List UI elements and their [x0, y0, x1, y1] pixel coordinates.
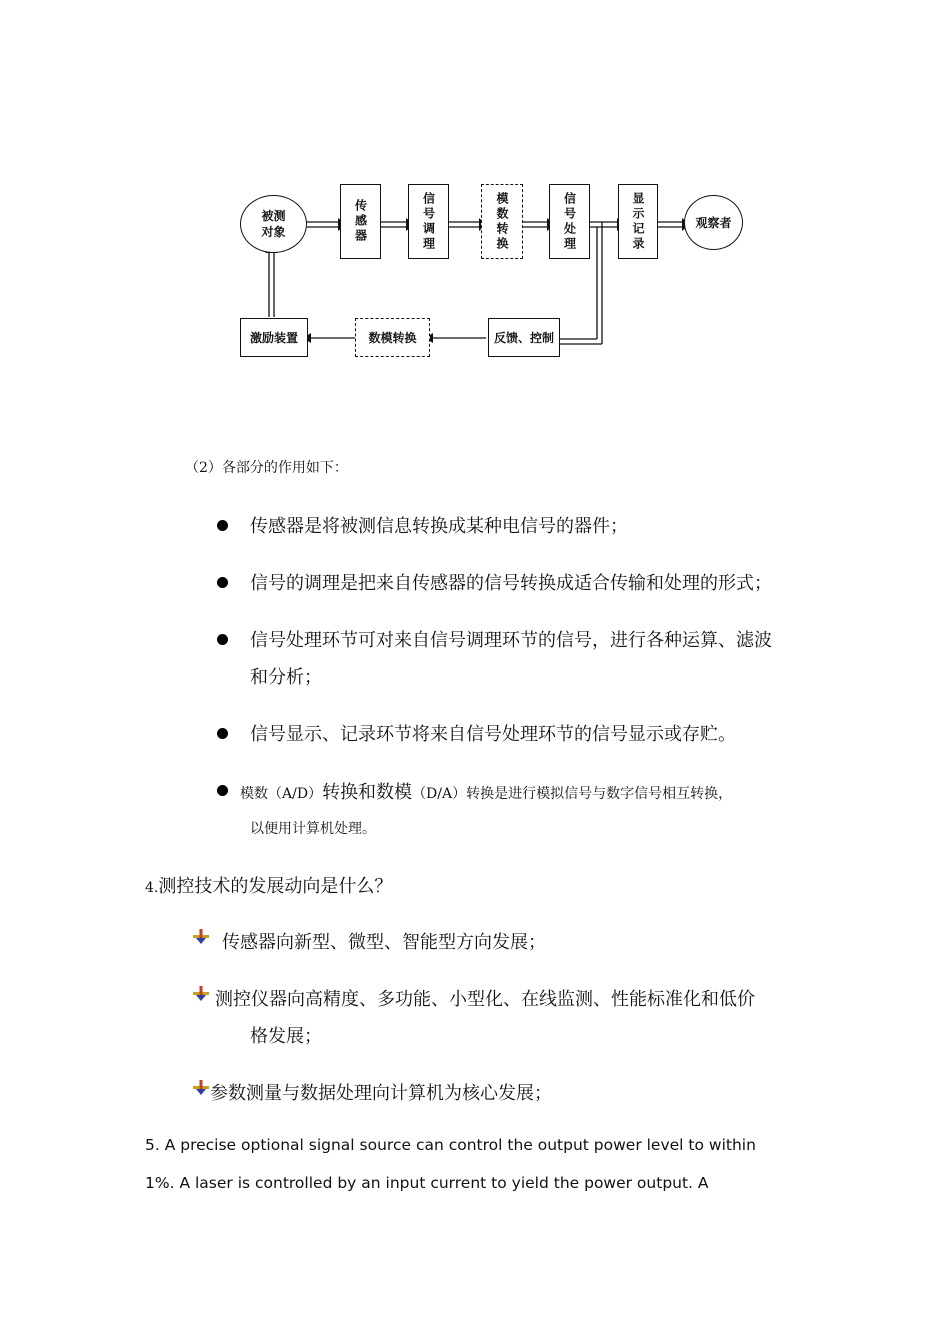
question-4-text: 测控技术的发展动向是什么？ — [158, 876, 393, 897]
arrow-bullet-icon — [193, 929, 209, 945]
display-record-label: 显示记录 — [631, 191, 645, 252]
measurement-system-block-diagram — [230, 178, 750, 368]
measured-object-label: 被测对象 — [261, 209, 286, 239]
bullet-text-conversion-cont: 以便用计算机处理。 — [250, 821, 376, 837]
question-4-number: 4. — [145, 880, 159, 896]
feedback-control-block — [488, 318, 560, 357]
bullet-dot — [217, 785, 228, 796]
trend-item-instruments-cont: 格发展； — [250, 1026, 322, 1047]
arrow-bullet-icon — [193, 986, 209, 1002]
trend-item-instruments: 测控仪器向高精度、多功能、小型化、在线监测、性能标准化和低价 — [215, 989, 755, 1010]
question-4 — [145, 872, 392, 898]
signal-processing-block — [549, 184, 590, 259]
measured-object-node — [240, 195, 307, 253]
conversion-part1: 模数（A/D） — [240, 786, 323, 802]
observer-label: 观察者 — [695, 215, 732, 230]
feedback-control-label: 反馈、控制 — [493, 331, 554, 345]
actuator-label: 激励装置 — [249, 331, 298, 345]
section-2-heading: （2）各部分的作用如下： — [185, 460, 348, 476]
conversion-part3: （D/A）转换是进行模拟信号与数字信号相互转换， — [412, 786, 733, 802]
display-record-block — [618, 184, 658, 259]
question-5-line-1: 5. A precise optional signal source can control the output power level to within — [145, 1136, 756, 1154]
sensor-label: 传感器 — [353, 199, 368, 244]
arrow-bullet-icon — [193, 1080, 209, 1096]
signal-conditioning-label: 信号调理 — [421, 191, 436, 252]
adc-block — [481, 184, 523, 259]
trend-item-computing: 参数测量与数据处理向计算机为核心发展； — [210, 1083, 552, 1104]
bullet-dot — [217, 728, 228, 739]
adc-label: 模数转换 — [495, 191, 509, 252]
actuator-block — [240, 318, 308, 357]
signal-conditioning-block — [408, 184, 449, 259]
bullet-dot — [217, 577, 228, 588]
bullet-dot — [217, 634, 228, 645]
signal-processing-label: 信号处理 — [562, 191, 577, 252]
bullet-text-conditioning: 信号的调理是把来自传感器的信号转换成适合传输和处理的形式； — [250, 573, 772, 594]
bullet-text-display: 信号显示、记录环节将来自信号处理环节的信号显示或存贮。 — [250, 724, 736, 745]
bullet-text-processing: 信号处理环节可对来自信号调理环节的信号，进行各种运算、滤波 — [250, 630, 772, 651]
bullet-text-conversion — [240, 778, 732, 804]
sensor-block — [340, 184, 381, 259]
question-5-line-2: 1%. A laser is controlled by an input current to yield the power output. A — [145, 1174, 709, 1192]
bullet-text-processing-cont: 和分析； — [250, 667, 322, 688]
bullet-dot — [217, 520, 228, 531]
observer-node — [684, 195, 743, 250]
trend-item-sensors: 传感器向新型、微型、智能型方向发展； — [222, 932, 546, 953]
dac-block — [355, 318, 430, 357]
bullet-text-sensor: 传感器是将被测信息转换成某种电信号的器件； — [250, 516, 628, 537]
conversion-part2: 转换和数模 — [322, 782, 413, 803]
dac-label: 数模转换 — [368, 331, 417, 345]
